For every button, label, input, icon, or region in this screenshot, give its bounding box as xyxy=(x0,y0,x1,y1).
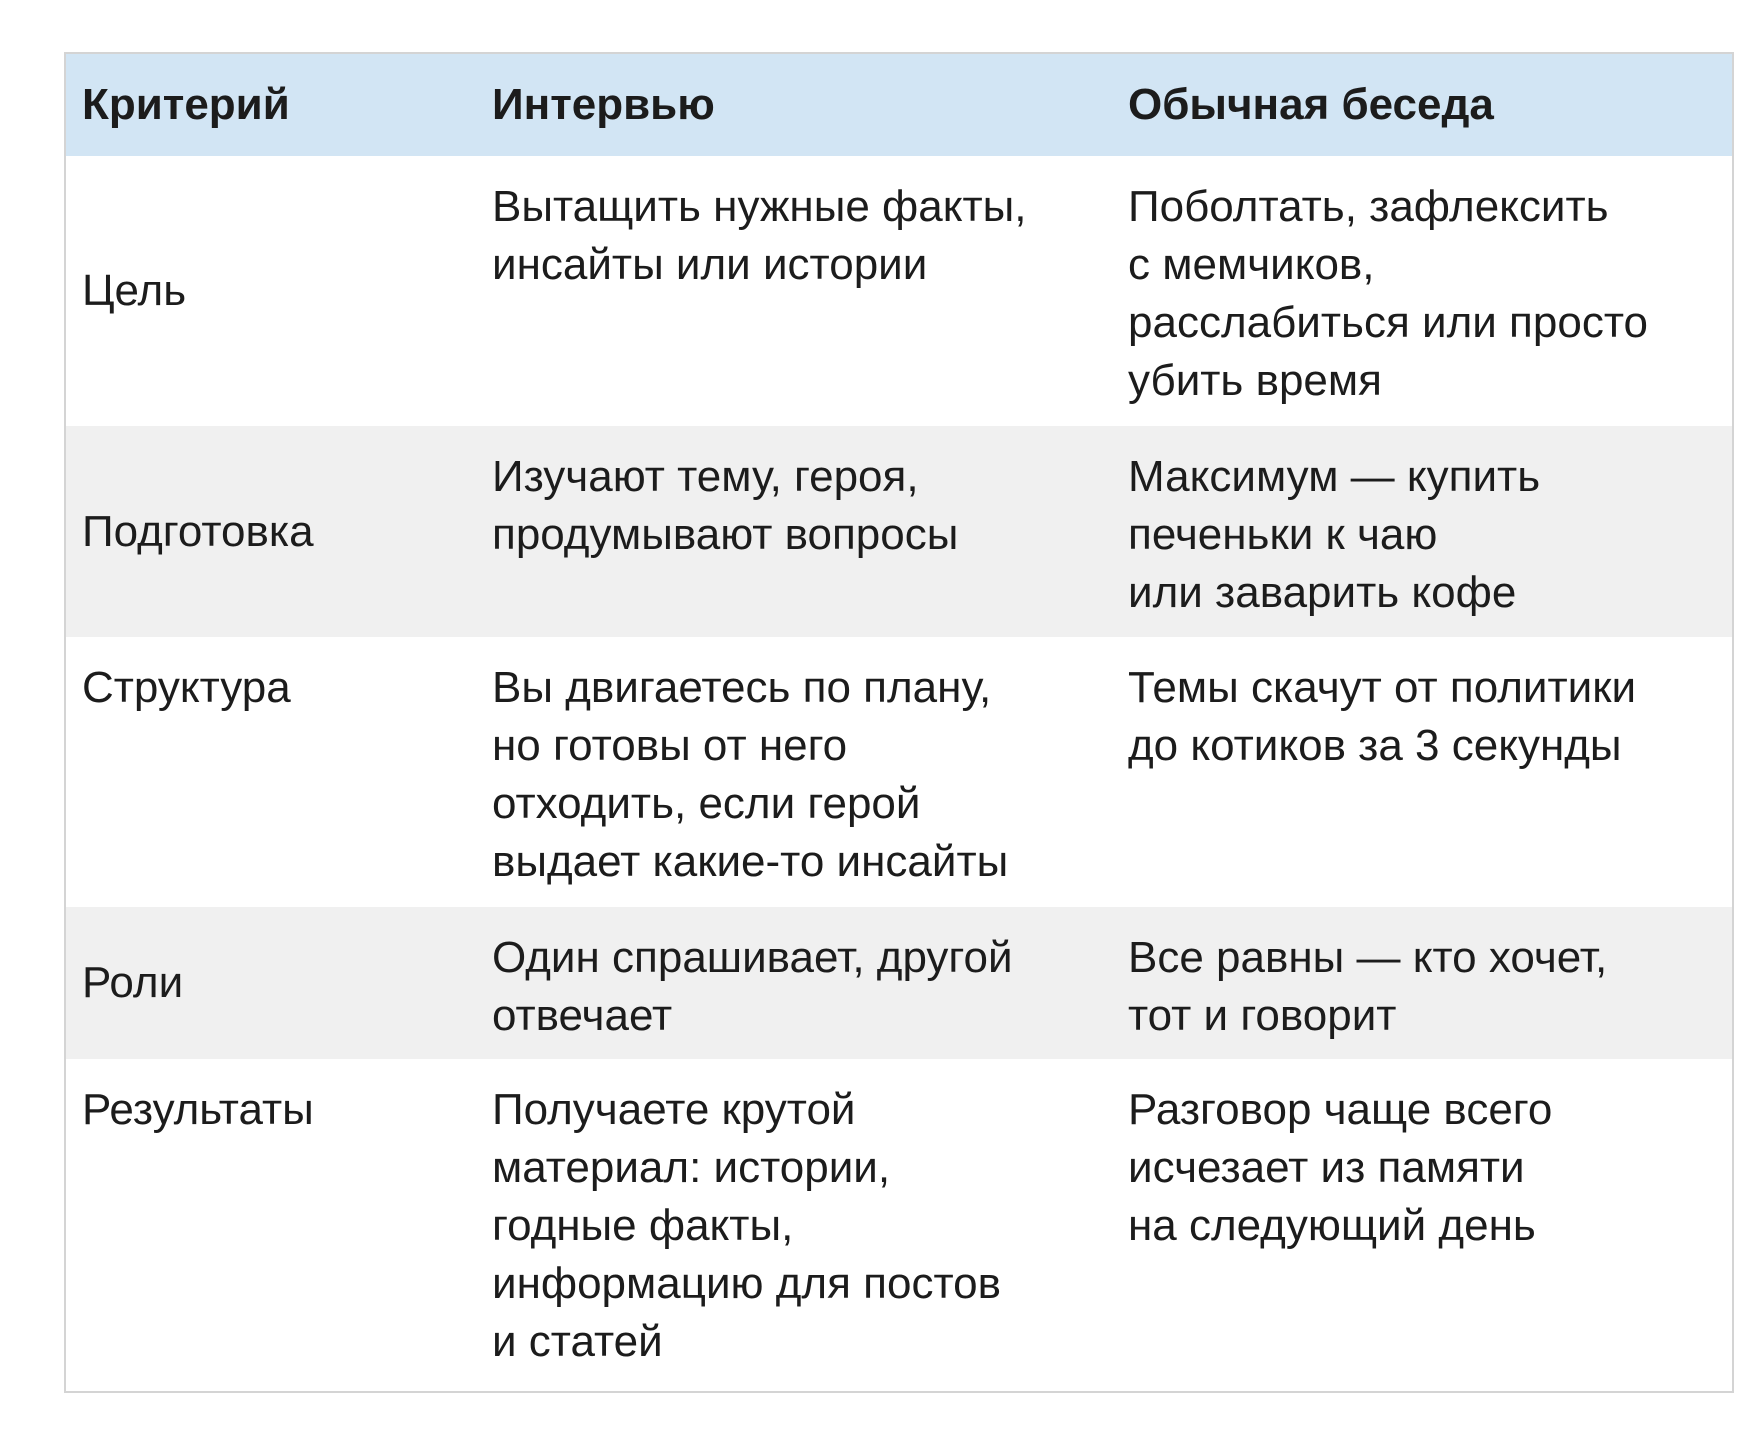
interview-cell: Один спрашивает, другой отвечает xyxy=(492,933,1013,1040)
conversation-cell: Максимум — купить печеньки к чаю или заварить кофе xyxy=(1128,452,1541,617)
criterion-cell: Цель xyxy=(82,266,187,315)
table-body xyxy=(66,156,1732,1393)
conversation-cell: Темы скачут от политики до котиков за 3 секунды xyxy=(1128,663,1637,770)
conversation-cell: Поболтать, зафлексить с мемчиков, расслабиться или просто убить время xyxy=(1128,182,1648,405)
interview-cell: Вытащить нужные факты, инсайты или истории xyxy=(492,182,1027,289)
criterion-cell: Структура xyxy=(82,663,291,712)
comparison-table xyxy=(66,54,1732,1393)
conversation-cell: Разговор чаще всего исчезает из памяти на следующий день xyxy=(1128,1085,1553,1250)
table-row xyxy=(66,426,1732,637)
header-conversation: Обычная беседа xyxy=(1128,80,1494,129)
comparison-table-frame xyxy=(64,52,1734,1393)
interview-cell: Изучают тему, героя, продумывают вопросы xyxy=(492,452,959,559)
table-row xyxy=(66,156,1732,426)
interview-cell: Получаете крутой материал: истории, годные факты, информацию для постов и статей xyxy=(492,1085,1001,1366)
table-row xyxy=(66,1059,1732,1393)
criterion-cell: Подготовка xyxy=(82,506,314,556)
header-row xyxy=(66,54,1732,156)
interview-cell: Вы двигаетесь по плану, но готовы от него отходить, если герой выдает какие-то инсайты xyxy=(492,663,1009,886)
criterion-cell: Результаты xyxy=(82,1085,314,1134)
table-row xyxy=(66,637,1732,907)
header-criterion: Критерий xyxy=(82,80,290,129)
table-row xyxy=(66,907,1732,1059)
criterion-cell: Роли xyxy=(82,958,184,1007)
header-interview: Интервью xyxy=(492,80,715,129)
table-header xyxy=(66,54,1732,156)
conversation-cell: Все равны — кто хочет, тот и говорит xyxy=(1128,933,1608,1040)
